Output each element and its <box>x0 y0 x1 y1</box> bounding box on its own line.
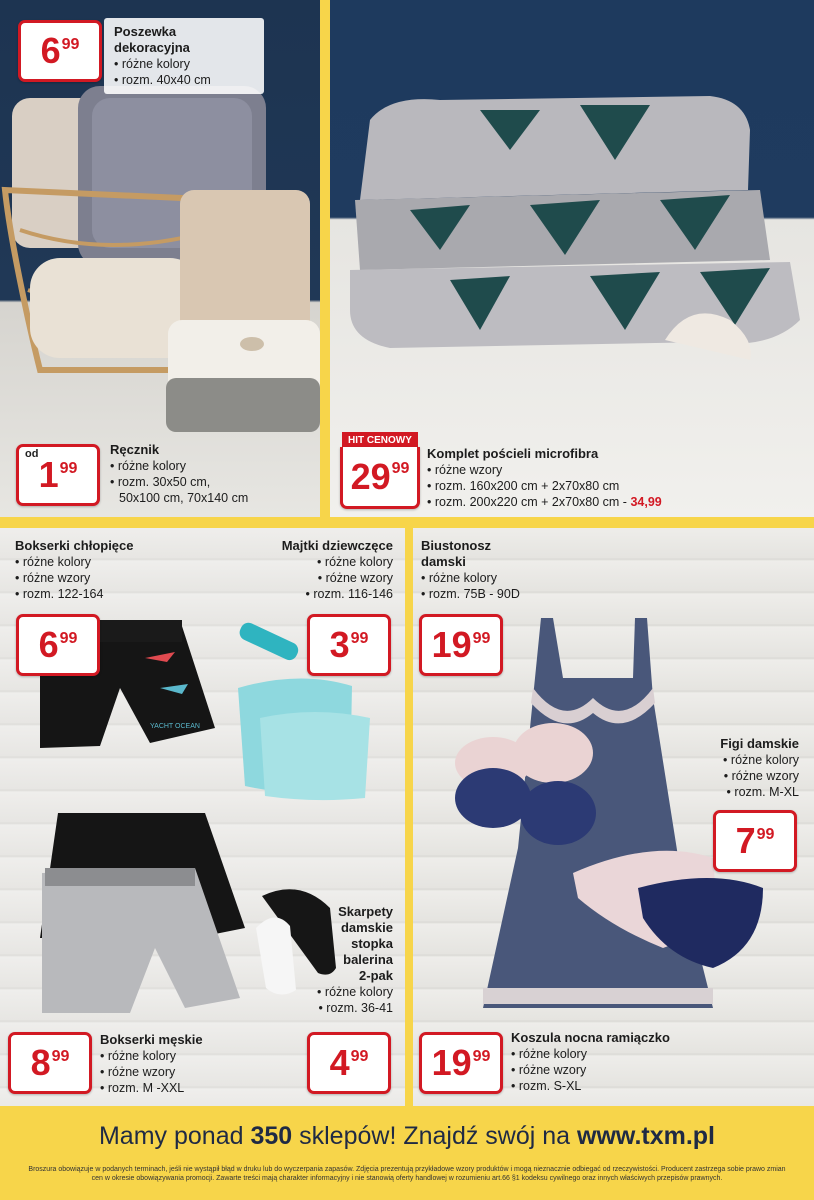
boys-boxers-feature: • różne wzory <box>15 570 175 586</box>
price-cents: 99 <box>756 826 775 843</box>
nightgown-feature: • różne wzory <box>511 1062 711 1078</box>
towel-title: Ręcznik <box>110 442 160 457</box>
socks-price-badge <box>307 1032 391 1094</box>
price-cents: 99 <box>59 630 78 647</box>
boys-boxers-price-badge <box>16 614 100 676</box>
pillow-feature: • rozm. 40x40 cm <box>114 72 254 88</box>
banner-text-pre: Mamy ponad <box>98 1122 251 1150</box>
briefs-title: Figi damskie <box>720 736 799 751</box>
banner-text-mid: sklepów! Znajdź swój na <box>292 1122 578 1150</box>
boys-boxers-title: Bokserki chłopięce <box>15 538 134 553</box>
price-cents: 99 <box>391 460 410 477</box>
bedding-feature: • rozm. 160x200 cm + 2x70x80 cm <box>427 478 807 494</box>
bedding-title: Komplet pościeli microfibra <box>427 446 599 461</box>
store-count-banner <box>0 1122 814 1151</box>
price-main: 7 <box>735 820 756 861</box>
bra-title: damski <box>421 554 466 569</box>
bedding-price-badge <box>340 447 420 509</box>
price-main: 19 <box>431 1042 472 1083</box>
legal-disclaimer: Broszura obowiązuje w podanych terminach, jeśli nie wystąpił błąd w druku lub do wyczerpania zapasów. Zdjęcia prezentują przykładowe wzory produktów i mogą nieznacznie odbiegać od rzeczywistości. Producent zastrzega sobie prawo zmian cen w okresie obowiązywania promocji. Zawarte treści mają charakter informacyjny i nie stanowią oferty handlowej w rozumieniu art.66 §1 kodeksu cywilnego oraz innych właściwych przepisów prawnych. <box>28 1166 786 1182</box>
boxer-print-text: YACHT OCEAN <box>150 723 200 730</box>
nightgown-description <box>511 1030 711 1094</box>
bra-title: Biustonosz <box>421 538 492 553</box>
price-cents: 99 <box>61 36 80 53</box>
mens-boxers-feature: • rozm. M -XXL <box>100 1080 260 1096</box>
mens-boxers-feature: • różne kolory <box>100 1048 260 1064</box>
socks-title: 2-pak <box>359 968 393 983</box>
panel-pillow-towel <box>0 0 320 517</box>
towel-feature: • rozm. 30x50 cm, <box>110 474 310 490</box>
pillow-feature: • różne kolory <box>114 56 254 72</box>
price-main: 19 <box>431 624 472 665</box>
store-count: 350 <box>250 1122 293 1150</box>
nightgown-price-badge <box>419 1032 503 1094</box>
price-main: 6 <box>40 30 61 71</box>
price-main: 29 <box>350 455 391 497</box>
briefs-price-badge <box>713 810 797 872</box>
price-main: 1 <box>38 454 59 495</box>
briefs-feature: • rozm. M-XL <box>653 784 799 800</box>
mens-boxers-title: Bokserki męskie <box>100 1032 203 1047</box>
socks-title: balerina <box>343 952 393 967</box>
bedding-size-label: rozm. 200x220 cm + 2x70x80 cm - <box>434 495 631 509</box>
nightgown-title: Koszula nocna ramiączko <box>511 1030 670 1045</box>
pillow-title: Poszewka dekoracyjna <box>114 24 190 55</box>
price-main: 3 <box>329 624 350 665</box>
girls-panties-feature: • różne wzory <box>225 570 393 586</box>
girls-panties-feature: • rozm. 116-146 <box>225 586 393 602</box>
boys-boxers-description <box>15 538 175 602</box>
girls-panties-description <box>225 538 393 602</box>
bedding-feature <box>427 494 807 510</box>
price-cents: 99 <box>472 1048 491 1065</box>
bedding-description <box>427 446 807 510</box>
pillow-description <box>104 18 264 94</box>
briefs-description <box>653 736 799 800</box>
boys-boxers-feature: • rozm. 122-164 <box>15 586 175 602</box>
pillow-price-badge <box>18 20 102 82</box>
girls-panties-price-badge <box>307 614 391 676</box>
girls-panties-title: Majtki dziewczęce <box>281 538 393 553</box>
panel-underwear <box>0 528 405 1106</box>
briefs-feature: • różne wzory <box>653 768 799 784</box>
price-cents: 99 <box>350 1048 369 1065</box>
panel-lingerie <box>413 528 814 1106</box>
price-cents: 99 <box>350 630 369 647</box>
socks-description <box>295 904 393 1016</box>
socks-title: Skarpety <box>338 904 393 919</box>
price-main: 4 <box>329 1042 350 1083</box>
socks-feature: • rozm. 36-41 <box>295 1000 393 1016</box>
price-prefix: od <box>25 448 39 460</box>
girls-panties-feature: • różne kolory <box>225 554 393 570</box>
bra-feature: • różne kolory <box>421 570 581 586</box>
bra-feature: • rozm. 75B - 90D <box>421 586 581 602</box>
panel-bedding <box>330 0 814 517</box>
price-cents: 99 <box>59 460 78 477</box>
nightgown-feature: • różne kolory <box>511 1046 711 1062</box>
briefs-feature: • różne kolory <box>653 752 799 768</box>
boys-boxers-feature: • różne kolory <box>15 554 175 570</box>
website-link[interactable]: www.txm.pl <box>577 1122 716 1150</box>
price-main: 8 <box>30 1042 51 1083</box>
bedding-feature: • różne wzory <box>427 462 807 478</box>
mens-boxers-feature: • różne wzory <box>100 1064 260 1080</box>
towel-description <box>110 442 310 506</box>
socks-title: stopka <box>351 936 393 951</box>
towel-feature: • różne kolory <box>110 458 310 474</box>
mens-boxers-price-badge <box>8 1032 92 1094</box>
towel-price-badge <box>16 444 100 506</box>
price-cents: 99 <box>472 630 491 647</box>
price-main: 6 <box>38 624 59 665</box>
price-cents: 99 <box>51 1048 70 1065</box>
bra-price-badge <box>419 614 503 676</box>
hit-label: HIT CENOWY <box>342 432 418 449</box>
bra-description <box>421 538 581 602</box>
nightgown-feature: • rozm. S-XL <box>511 1078 711 1094</box>
socks-feature: • różne kolory <box>295 984 393 1000</box>
towel-feature: 50x100 cm, 70x140 cm <box>119 491 249 505</box>
mens-boxers-description <box>100 1032 260 1096</box>
socks-title: damskie <box>340 920 393 935</box>
bedding-extra-price: 34,99 <box>630 495 662 509</box>
